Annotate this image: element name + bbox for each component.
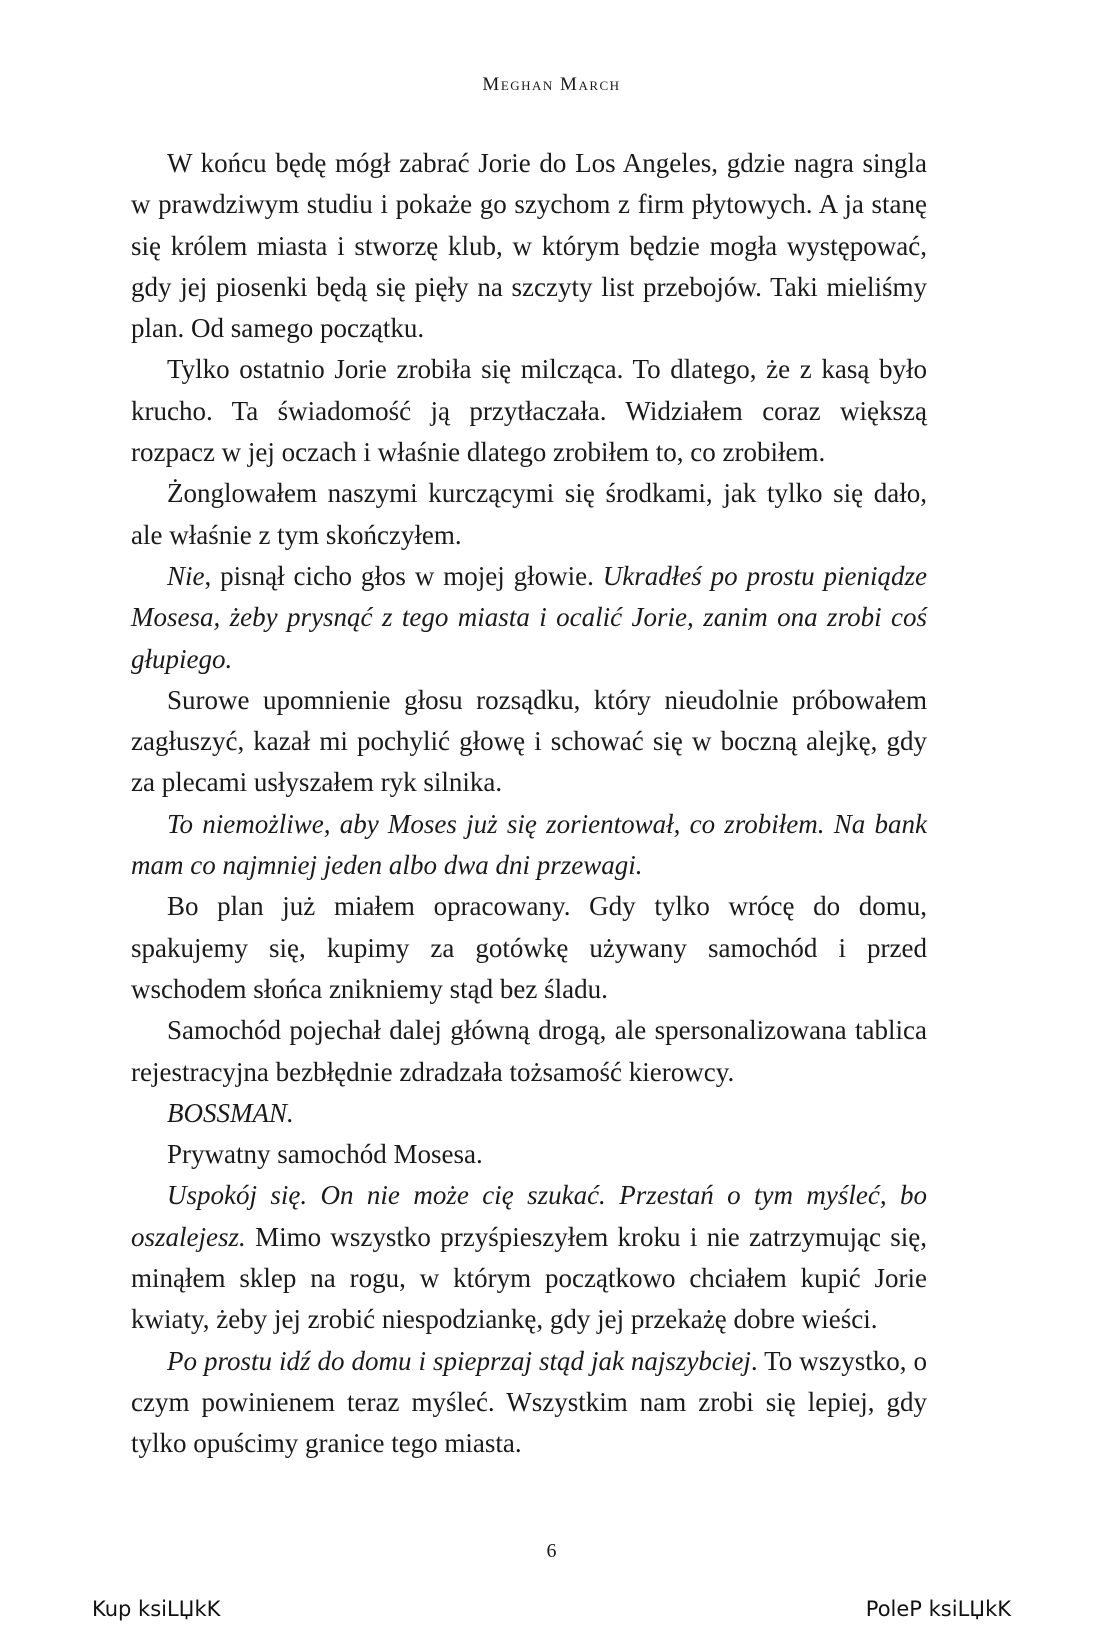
text-run: W końcu będę mógł zabrać Jorie do Los Angeles, gdzie nagra singla w prawdziwym studiu i pokaże go szychom z firm płytowych. A ja stanę się królem miasta i stworzę klub, w którym będzie mogła występować, gdy jej piosenki będą się pięły na szczyty list przebojów. Taki mieliśmy plan. Od samego początku.	[131, 148, 927, 344]
text-run: Bo plan już miałem opracowany. Gdy tylko wrócę do domu, spakujemy się, kupimy za gotówkę używany samochód i przed wschodem słońca znikniemy stąd bez śladu.	[131, 891, 927, 1004]
paragraph	[131, 1175, 927, 1340]
paragraph	[131, 349, 927, 473]
paragraph	[131, 556, 927, 680]
text-run: Prywatny samochód Mosesa.	[167, 1139, 483, 1170]
page-number: 6	[546, 1540, 557, 1562]
paragraph	[131, 143, 927, 349]
paragraph	[131, 680, 927, 804]
text-run: . To wszystko, o czym powinienem teraz myśleć. Wszystkim nam zrobi się lepiej, gdy tylko opuścimy granice tego miasta.	[131, 1345, 927, 1459]
italic-text-run: Uspokój się. On nie może cię szukać. Przestań o tym myśleć, bo oszalejesz.	[131, 1180, 927, 1252]
text-run: , pisnął cicho głos w mojej głowie.	[204, 560, 603, 591]
paragraph	[131, 473, 927, 556]
paragraph	[131, 1134, 927, 1175]
text-run: Mimo wszystko przyśpieszyłem kroku i nie zatrzymując się, minąłem sklep na rogu, w którym początkowo chciałem kupić Jorie kwiaty, żeby jej zrobić niespodziankę, gdy jej przekażę dobre wieści.	[131, 1221, 927, 1335]
paragraph	[131, 1341, 927, 1465]
text-run: Tylko ostatnio Jorie zrobiła się milcząca. To dlatego, że z kasą było krucho. Ta świadomość ją przytłaczała. Widziałem coraz większą rozpacz w jej oczach i właśnie dlatego zrobiłem to, co zrobiłem.	[131, 354, 927, 468]
italic-text-run: Po prostu idź do domu i spieprzaj stąd jak najszybciej	[167, 1345, 751, 1376]
text-run: Samochód pojechał dalej główną drogą, ale spersonalizowana tablica rejestracyjna bezbłędnie zdradzała tożsamość kierowcy.	[131, 1015, 927, 1087]
recommend-book-link[interactable]: PoleP ksiLЏkK	[865, 1597, 1011, 1621]
text-run: Żonglowałem naszymi kurczącymi się środkami, jak tylko się dało, ale właśnie z tym skończyłem.	[131, 478, 927, 550]
paragraph	[131, 886, 927, 1010]
italic-text-run: BOSSMAN.	[167, 1097, 294, 1128]
paragraph	[131, 804, 927, 887]
paragraph	[131, 1093, 927, 1134]
italic-text-run: Ukradłeś po prostu pieniądze Mosesa, żeby prysnąć z tego miasta i ocalić Jorie, zanim ona zrobi coś głupiego.	[131, 560, 927, 674]
italic-text-run: To niemożliwe, aby Moses już się zorientował, co zrobiłem. Na bank mam co najmniej jeden albo dwa dni przewagi.	[131, 808, 927, 881]
buy-book-link[interactable]: Kup ksiLЏkK	[92, 1597, 221, 1621]
text-run: Surowe upomnienie głosu rozsądku, który nieudolnie próbowałem zagłuszyć, kazał mi pochylić głowę i schować się w boczną alejkę, gdy za plecami usłyszałem ryk silnika.	[131, 684, 927, 798]
running-head-author: Meghan March	[482, 74, 621, 95]
italic-text-run: Nie	[167, 560, 205, 591]
chapter-body-text	[131, 143, 927, 1465]
paragraph	[131, 1010, 927, 1093]
